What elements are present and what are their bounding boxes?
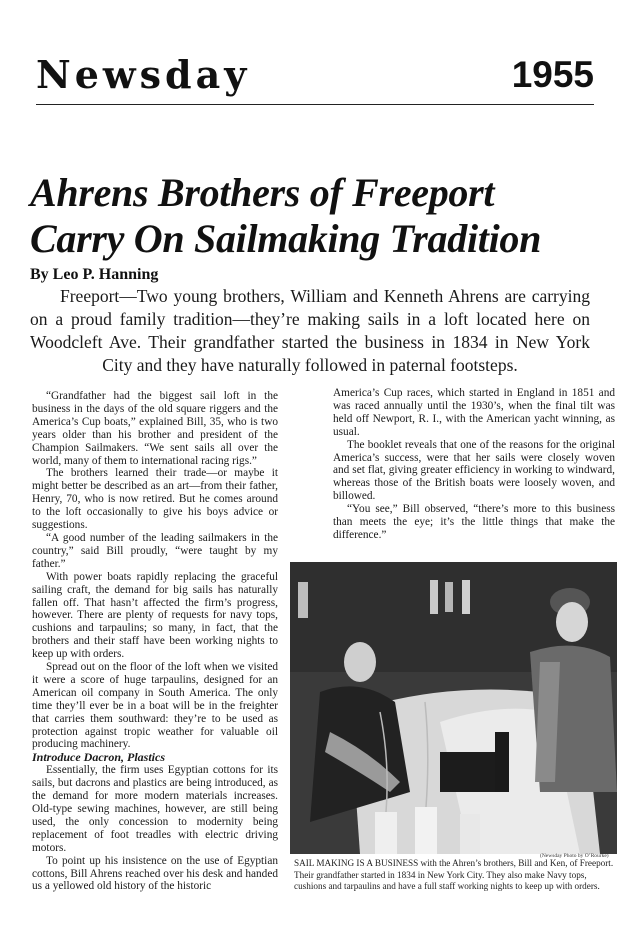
paragraph: The booklet reveals that one of the reasons for the original America’s success, were that her sails were closely woven and set flat, giving greater efficiency in working to windward, whereas those of the British boats were loosely woven, and billowed. — [333, 438, 615, 503]
paragraph: “You see,” Bill observed, “there’s more to this business than meets the eye; it’s the little things that make the difference.” — [333, 503, 615, 541]
paragraph: With power boats rapidly replacing the graceful sailing craft, the demand for big sails has naturally fallen off. That hasn’t affected the firm’s progress, however. There are plenty of requests for navy tops, cushions and tarpaulins; so many, in fact, that the brothers and their staff have been working nights to keep up with orders. — [32, 570, 278, 661]
masthead — [36, 52, 594, 105]
publication-year: 1955 — [511, 54, 594, 95]
newspaper-name: Newsday — [36, 52, 251, 97]
headline-line-2: Carry On Sailmaking Tradition — [30, 216, 542, 261]
news-photo — [290, 562, 617, 854]
paragraph: America’s Cup races, which started in England in 1851 and was raced annually until the 1930’s, when the final tilt was held off Newport, R. I., with the American yacht winning, as usual. — [333, 387, 615, 438]
headline-line-1: Ahrens Brothers of Freeport — [30, 170, 495, 215]
byline: By Leo P. Hanning — [30, 266, 159, 283]
photo-illustration — [290, 562, 617, 854]
paragraph: To point up his insistence on the use of Egyptian cottons, Bill Ahrens reached over his desk and handed us a yellowed old history of the historic — [32, 854, 278, 893]
article-column-right — [333, 387, 615, 542]
photo-credit: (Newsday Photo by O’Rourke) — [540, 853, 609, 859]
paragraph: “A good number of the leading sailmakers in the country,” said Bill proudly, “were taught by my father.” — [32, 531, 278, 570]
paragraph: “Grandfather had the biggest sail loft in the business in the days of the old square riggers and the America’s Cup boats,” explained Bill, 35, who is two years older than his brother and president of the Champion Sailmakers. “We sent sails all over the world, many of them to international racing rigs.” — [32, 390, 278, 467]
subhead: Introduce Dacron, Plastics — [32, 750, 166, 765]
article-column-left — [32, 390, 278, 893]
paragraph: Spread out on the floor of the loft when we visited it were a score of huge tarpaulins, designed for an American oil company in South America. The only time they’ll ever be in a boat will be in the freighter that carries them southward: they’re to be used as protection against tropic weather for valuable oil producing machinery. — [32, 661, 278, 751]
headline — [30, 170, 620, 262]
article-deck: Freeport—Two young brothers, William and Kenneth Ahrens are carrying on a proud family tradition—they’re making sails in a loft located here on Woodcleft Ave. Their grandfather started the business in 1834 in New York City and they have naturally followed in paternal footsteps. — [30, 286, 590, 375]
photo-caption: SAIL MAKING IS A BUSINESS with the Ahren’s brothers, Bill and Ken, of Freeport. Their grandfather started in 1834 in New York City. They also make Navy tops, cushions and tarpaulins and have a full staff working nights to keep up with orders. — [294, 858, 614, 891]
paragraph: Essentially, the firm uses Egyptian cottons for its sails, but dacrons and plastics are being introduced, as the demand for more modern materials increases. Old-type sewing machines, however, are still being used, the only concession to modernity being replacement of foot treadles with electric driving motors. — [32, 764, 278, 854]
paragraph: The brothers learned their trade—or maybe it might better be described as an art—from their father, Henry, 70, who is now retired. But he comes around to the loft occasionally to give his boys advice or suggestions. — [32, 467, 278, 532]
